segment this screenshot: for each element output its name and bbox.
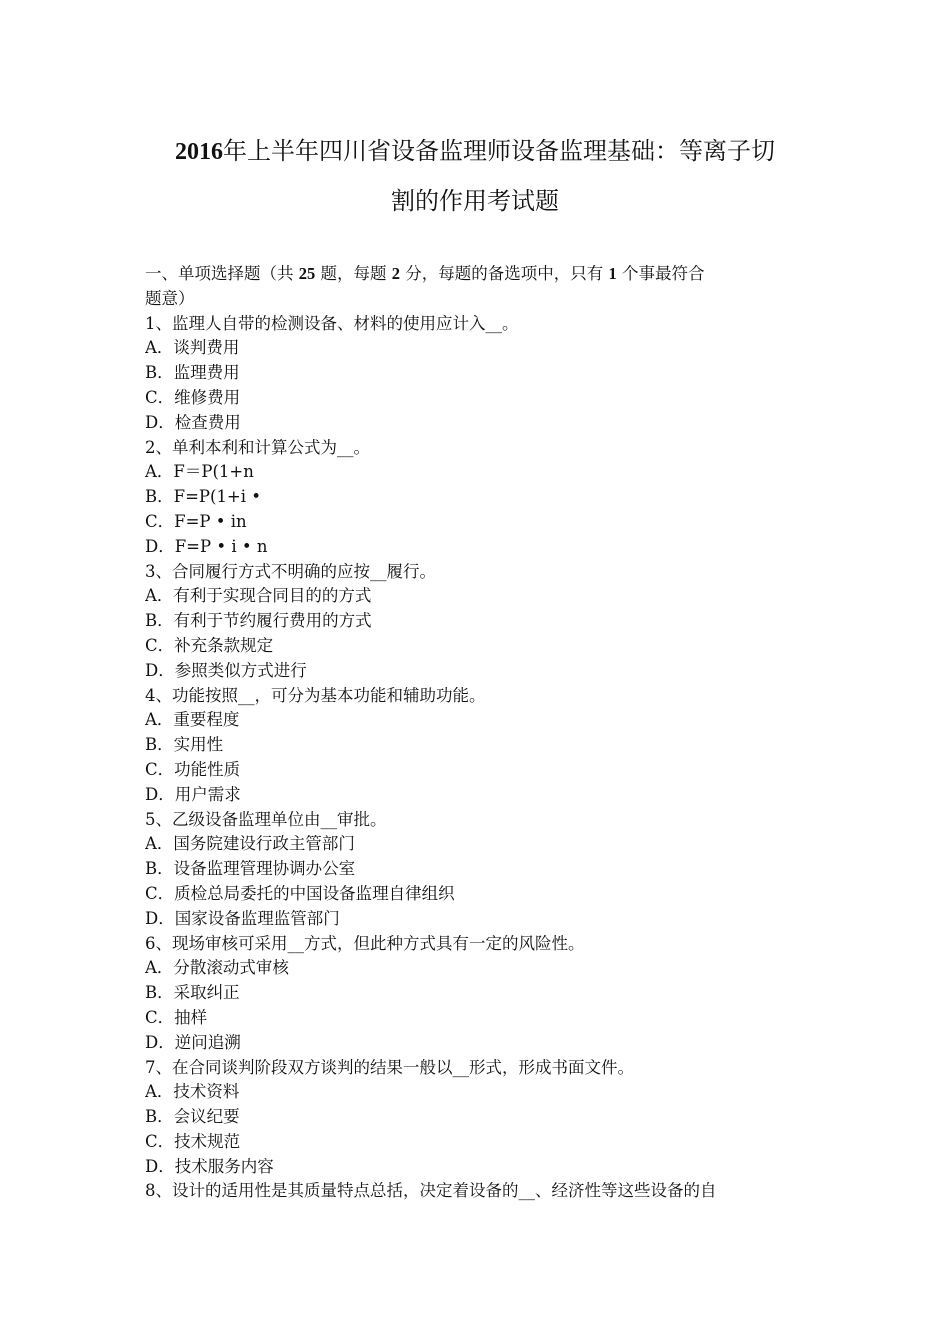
title-text: 年上半年四川省设备监理师设备监理基础：等离子切: [223, 137, 775, 165]
answer-option: B．监理费用: [145, 363, 240, 383]
question-text: 8、设计的适用性是其质量特点总括，决定着设备的__、经济性等这些设备的自: [145, 1181, 717, 1201]
document-title-line1: [120, 135, 830, 168]
answer-option: B．有利于节约履行费用的方式: [145, 611, 372, 631]
question-text: 1、监理人自带的检测设备、材料的使用应计入__。: [145, 313, 519, 333]
answer-option: A．F＝P(1+n: [145, 462, 254, 482]
answer-option: C．功能性质: [145, 759, 241, 779]
section-heading-continued: 题意）: [145, 288, 195, 308]
answer-option: D．逆问追溯: [145, 1032, 241, 1052]
document-title-line2: 割的作用考试题: [391, 187, 559, 215]
question-text: 7、在合同谈判阶段双方谈判的结果一般以__形式，形成书面文件。: [145, 1057, 634, 1077]
answer-option: B．采取纠正: [145, 983, 240, 1003]
question-score: 2: [391, 264, 400, 283]
answer-option: D．F=P • i • n: [145, 536, 268, 556]
heading-text: 题，每题: [315, 264, 392, 283]
heading-text: 个事最符合: [616, 264, 705, 283]
answer-option: D．技术服务内容: [145, 1156, 274, 1176]
question-text: 4、功能按照__，可分为基本功能和辅助功能。: [145, 685, 486, 705]
answer-option: C．质检总局委托的中国设备监理自律组织: [145, 883, 455, 903]
answer-option: D．检查费用: [145, 412, 241, 432]
answer-option: B．设备监理管理协调办公室: [145, 859, 356, 879]
heading-text: 分，每题的备选项中，只有: [400, 264, 609, 283]
document-body: [145, 262, 810, 1204]
question-text: 5、乙级设备监理单位由__审批。: [145, 809, 387, 829]
answer-option: B．F=P(1+i •: [145, 487, 262, 507]
answer-option: B．会议纪要: [145, 1107, 240, 1127]
answer-option: C．技术规范: [145, 1131, 241, 1151]
answer-option: C．维修费用: [145, 387, 241, 407]
answer-option: D．国家设备监理监管部门: [145, 908, 340, 928]
answer-option: A．有利于实现合同目的的方式: [145, 586, 372, 606]
answer-option: A．谈判费用: [145, 338, 240, 358]
answer-option: C．补充条款规定: [145, 635, 274, 655]
question-count: 25: [298, 264, 316, 283]
section-heading: [145, 262, 810, 287]
answer-option: A．技术资料: [145, 1082, 240, 1102]
title-year: 2016: [175, 139, 223, 165]
answer-option: A．分散滚动式审核: [145, 958, 289, 978]
answer-option: D．参照类似方式进行: [145, 660, 307, 680]
answer-option: A．重要程度: [145, 710, 240, 730]
question-text: 6、现场审核可采用__方式，但此种方式具有一定的风险性。: [145, 933, 585, 953]
answer-option: C．F=P • in: [145, 511, 247, 531]
answer-option: B．实用性: [145, 735, 224, 755]
answer-option: C．抽样: [145, 1007, 208, 1027]
question-text: 2、单利本利和计算公式为__。: [145, 437, 370, 457]
question-text: 3、合同履行方式不明确的应按__履行。: [145, 561, 436, 581]
answer-option: D．用户需求: [145, 784, 241, 804]
heading-text: 一、单项选择题（共: [145, 264, 299, 283]
answer-option: A．国务院建设行政主管部门: [145, 834, 355, 854]
option-count: 1: [608, 264, 617, 283]
